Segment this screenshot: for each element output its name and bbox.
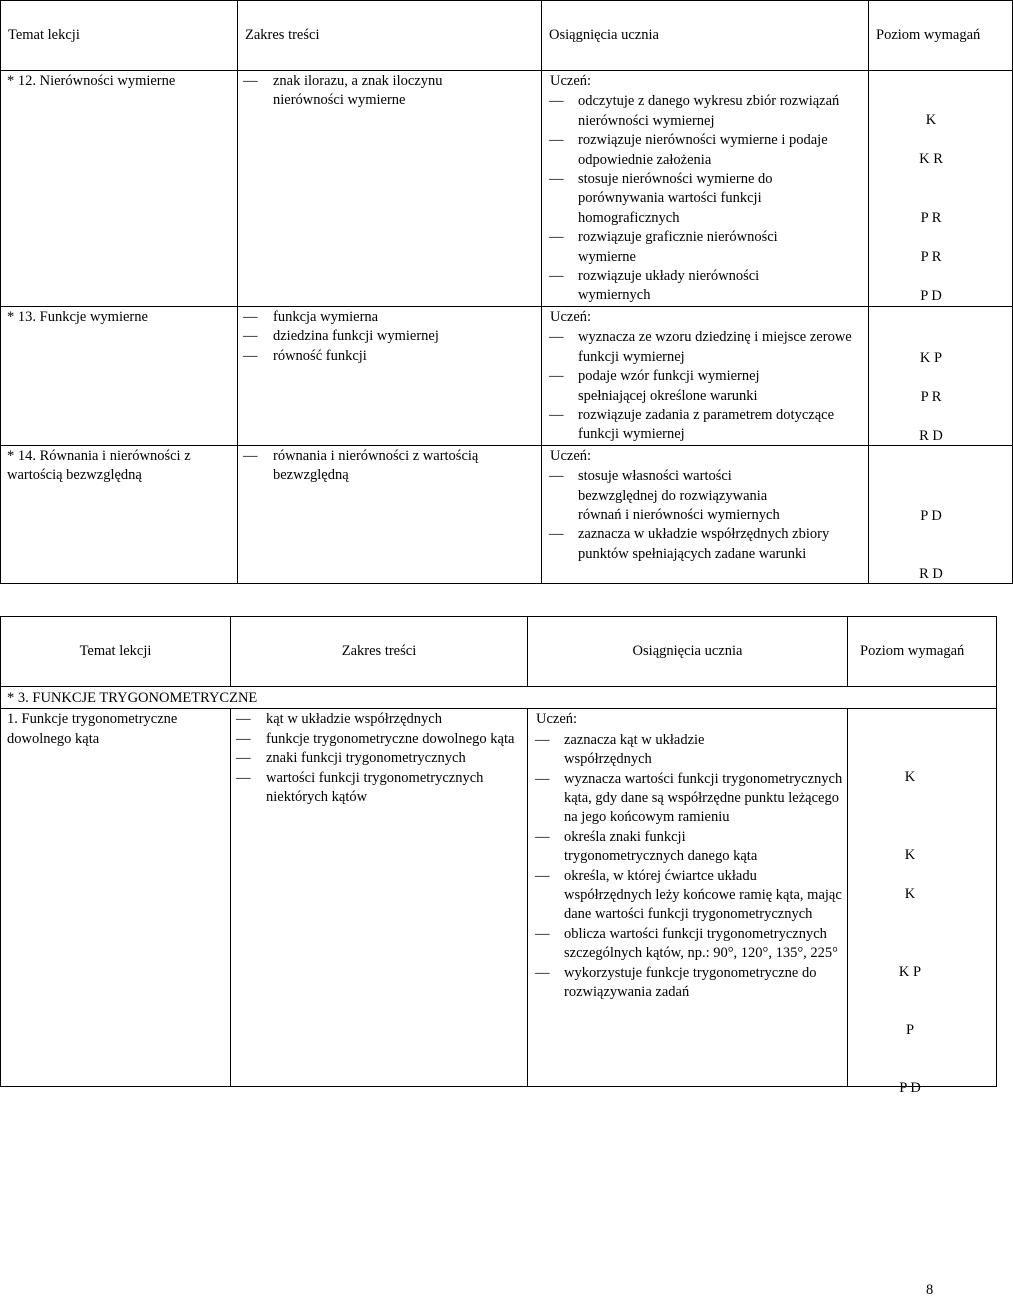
achievement-item: — rozwiązuje nierówności wymierne i podaje odpowiednie założenia (542, 131, 864, 170)
header-topic: Temat lekcji (1, 1, 238, 71)
scope-item: — znaki funkcji trygonometrycznych (231, 749, 523, 768)
level-label: P R (920, 388, 942, 405)
scope-item: — funkcje trygonometryczne dowolnego kąta (231, 730, 523, 749)
table-row (1, 71, 1013, 307)
level-label: K (904, 769, 916, 786)
level-label: K (904, 886, 916, 903)
level-label: P D (920, 507, 942, 524)
student-label: Uczeń: (550, 447, 592, 464)
level-label: K R (919, 151, 943, 167)
achievement-item: — stosuje nierówności wymierne do porównywania wartości funkcji homograficznych (542, 170, 864, 228)
table-row (1, 445, 1013, 583)
lesson-topic: 1. Funkcje trygonometryczne dowolnego kąta (7, 711, 178, 747)
level-label: P D (920, 288, 942, 304)
achievement-item: — określa znaki funkcji trygonometrycznych danego kąta (528, 828, 843, 867)
student-label: Uczeń: (550, 308, 592, 325)
achievement-item: — podaje wzór funkcji wymiernej spełniającej określone warunki (542, 367, 864, 406)
header-achievements: Osiągnięcia ucznia (542, 1, 869, 71)
section-title: * 3. FUNKCJE TRYGONOMETRYCZNE (1, 687, 997, 709)
section-row (1, 687, 997, 709)
achievement-item: — odczytuje z danego wykresu zbiór rozwiązań nierówności wymiernej (542, 92, 864, 131)
achievement-item: — rozwiązuje zadania z parametrem dotyczące funkcji wymiernej (542, 406, 864, 445)
scope-item: — znak ilorazu, a znak iloczynu nierówności wymierne (238, 72, 537, 111)
achievement-item: — wyznacza wartości funkcji trygonometrycznych kąta, gdy dane są współrzędne punktu leżącego na jego końcowym ramieniu (528, 770, 843, 828)
achievement-item: — rozwiązuje układy nierówności wymiernych (542, 267, 864, 306)
achievement-item: — stosuje własności wartości bezwzględnej do rozwiązywania równań i nierówności wymiernych (542, 467, 864, 525)
achievement-item: — wykorzystuje funkcje trygonometryczne do rozwiązywania zadań (528, 964, 843, 1003)
header-topic: Temat lekcji (1, 617, 231, 687)
level-label: K P (898, 964, 922, 981)
achievement-item: — oblicza wartości funkcji trygonometrycznych szczególnych kątów, np.: 90°, 120°, 135°, 225° (528, 925, 843, 964)
level-label: K (904, 847, 916, 864)
table-row (1, 709, 997, 1087)
scope-item: — równania i nierówności z wartością bezwzględną (238, 447, 537, 486)
header-scope: Zakres treści (231, 617, 528, 687)
level-label: P R (920, 249, 942, 265)
lesson-topic: * 13. Funkcje wymierne (7, 308, 148, 325)
header-row (1, 617, 997, 687)
achievement-item: — zaznacza kąt w układzie współrzędnych (528, 731, 843, 770)
header-scope: Zakres treści (238, 1, 542, 71)
level-label: R D (919, 565, 943, 582)
lesson-topic: * 14. Równania i nierówności z wartością bezwzględną (7, 447, 191, 484)
scope-item: — kąt w układzie współrzędnych (231, 710, 523, 729)
level-label: P D (899, 1080, 921, 1097)
achievement-item: — zaznacza w układzie współrzędnych zbiory punktów spełniających zadane warunki (542, 525, 864, 564)
header-level: Poziom wymagań (869, 1, 1013, 71)
level-label: R D (919, 427, 943, 444)
page-number: 8 (926, 1282, 934, 1298)
level-label: K (925, 112, 937, 128)
student-label: Uczeń: (536, 711, 578, 728)
scope-item: — funkcja wymierna (238, 308, 537, 327)
achievement-item: — określa, w której ćwiartce układu współrzędnych leży końcowe ramię kąta, mając dane wartości funkcji trygonometrycznych (528, 867, 843, 925)
requirements-table-2 (0, 616, 997, 1097)
requirements-table-1 (0, 0, 1013, 584)
header-level: Poziom wymagań (848, 617, 997, 687)
lesson-topic: * 12. Nierówności wymierne (7, 73, 176, 89)
level-label: K P (919, 349, 943, 366)
header-row (1, 1, 1013, 71)
table-row (1, 306, 1013, 445)
student-label: Uczeń: (550, 73, 592, 89)
achievement-item: — rozwiązuje graficznie nierówności wymierne (542, 228, 864, 267)
level-label: P R (920, 210, 942, 226)
header-achievements: Osiągnięcia ucznia (528, 617, 848, 687)
scope-item: — dziedzina funkcji wymiernej (238, 327, 537, 346)
achievement-item: — wyznacza ze wzoru dziedzinę i miejsce zerowe funkcji wymiernej (542, 328, 864, 367)
scope-item: — równość funkcji (238, 347, 537, 366)
level-label: P (905, 1022, 915, 1039)
scope-item: — wartości funkcji trygonometrycznych niektórych kątów (231, 769, 523, 808)
